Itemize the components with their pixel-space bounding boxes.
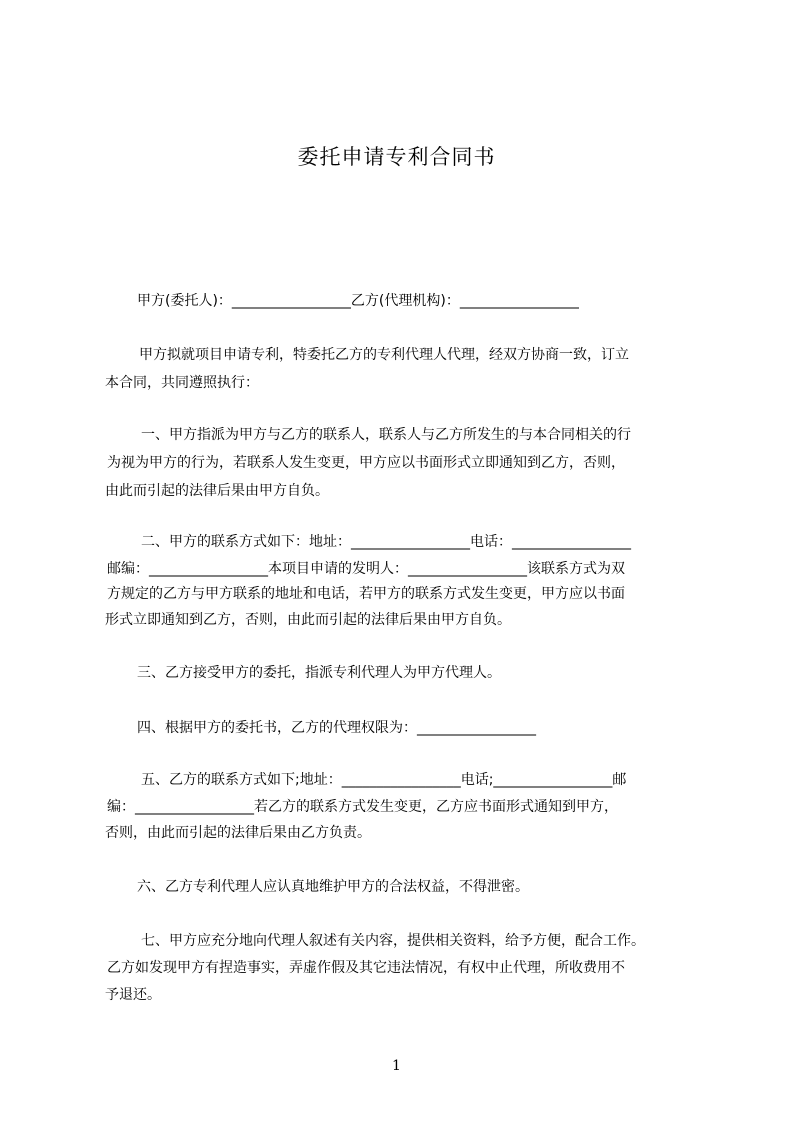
- parties-text: 甲方(委托人)：_________________乙方(代理机构)：_________________: [137, 293, 579, 309]
- clause-7-text: 予退还。: [105, 987, 161, 1003]
- clause-5-text: 否则，由此而引起的法律后果由乙方负责。: [105, 825, 371, 841]
- intro-text: 本合同，共同遵照执行：: [105, 375, 259, 391]
- clause-5-text: 编：_________________若乙方的联系方式发生变更，乙方应书面形式通知到甲方，: [107, 799, 618, 815]
- clause-1-line-1: [141, 425, 631, 445]
- clause-4-line-1: [137, 718, 536, 738]
- clause-7-line-2: [107, 958, 625, 978]
- clause-1-text: 一、甲方指派为甲方与乙方的联系人，联系人与乙方所发生的与本合同相关的行: [141, 427, 631, 443]
- clause-3-text: 三、乙方接受甲方的委托，指派专利代理人为甲方代理人。: [137, 665, 501, 681]
- intro-text: 甲方拟就项目申请专利，特委托乙方的专利代理人代理，经双方协商一致，订立: [139, 347, 629, 363]
- clause-5-line-3: [105, 823, 371, 843]
- intro-line-2: [105, 373, 259, 393]
- document-title: 委托申请专利合同书: [297, 145, 496, 169]
- clause-5-line-1: [141, 770, 626, 790]
- clause-2-text: 邮编：_________________本项目申请的发明人：_________________该联系方式为双: [107, 561, 625, 577]
- parties-line: [137, 291, 579, 311]
- clause-2-text: 形式立即通知到乙方，否则，由此而引起的法律后果由甲方自负。: [105, 612, 511, 628]
- intro-line-1: [139, 345, 629, 365]
- clause-2-line-1: [141, 532, 631, 552]
- clause-2-text: 方规定的乙方与甲方联系的地址和电话，若甲方的联系方式发生变更，甲方应以书面: [107, 586, 625, 602]
- clause-1-text: 由此而引起的法律后果由甲方自负。: [105, 483, 329, 499]
- clause-7-text: 乙方如发现甲方有捏造事实，弄虚作假及其它违法情况，有权中止代理，所收费用不: [107, 960, 625, 976]
- clause-6-text: 六、乙方专利代理人应认真地维护甲方的合法权益，不得泄密。: [137, 879, 529, 895]
- clause-2-text: 二、甲方的联系方式如下：地址：_________________电话：_________________: [141, 534, 631, 550]
- clause-6-line-1: [137, 877, 529, 897]
- clause-5-line-2: [107, 797, 618, 817]
- clause-5-text: 五、乙方的联系方式如下;地址：_________________电话;_________________邮: [141, 772, 627, 788]
- clause-1-line-2: [107, 453, 625, 473]
- clause-7-line-1: [141, 931, 645, 951]
- clause-7-text: 七、甲方应充分地向代理人叙述有关内容，提供相关资料，给予方便，配合工作。: [141, 933, 645, 949]
- clause-2-line-3: [107, 584, 625, 604]
- clause-4-text: 四、根据甲方的委托书，乙方的代理权限为：_________________: [137, 720, 536, 736]
- clause-1-line-3: [105, 481, 329, 501]
- page-number: 1: [392, 1058, 401, 1074]
- clause-1-text: 为视为甲方的行为，若联系人发生变更，甲方应以书面形式立即通知到乙方，否则，: [107, 455, 625, 471]
- clause-3-line-1: [137, 663, 501, 683]
- clause-7-line-3: [105, 985, 161, 1005]
- clause-2-line-2: [107, 559, 625, 579]
- clause-2-line-4: [105, 610, 511, 630]
